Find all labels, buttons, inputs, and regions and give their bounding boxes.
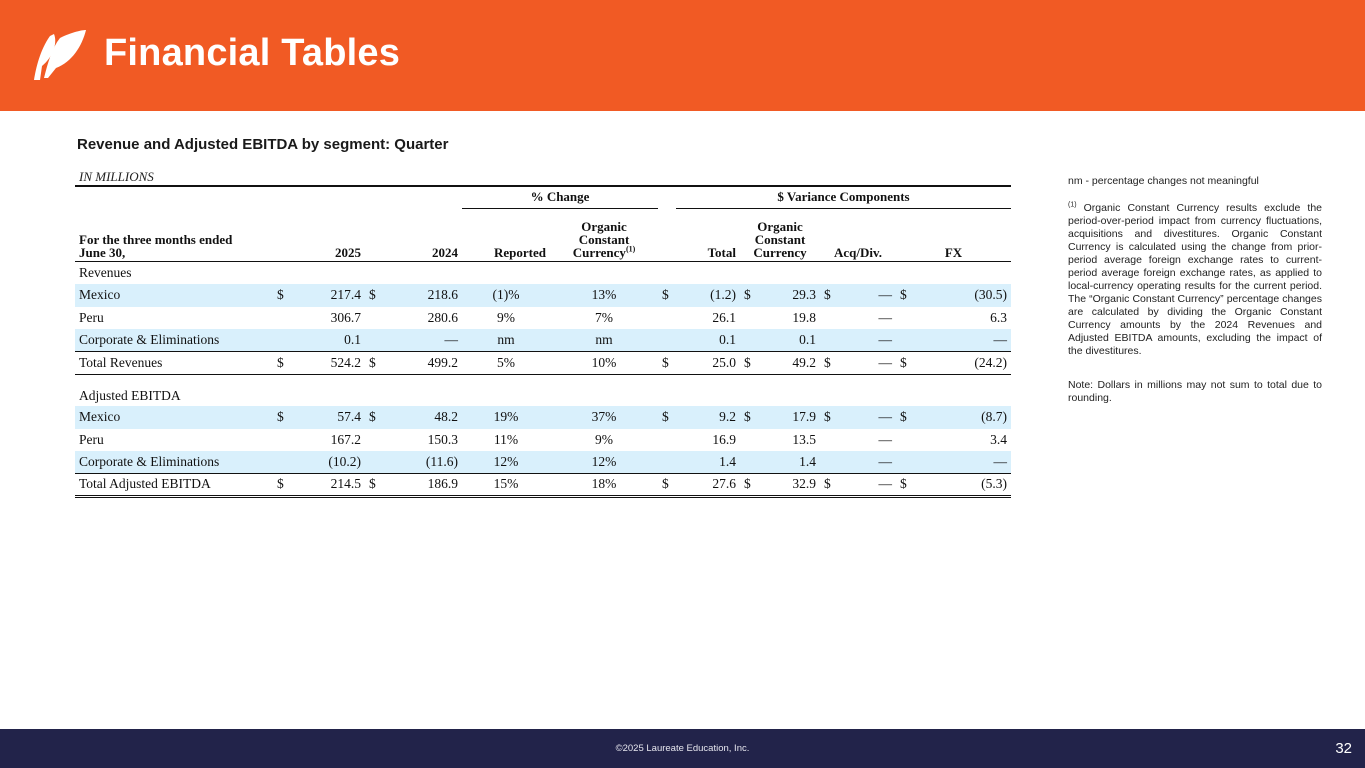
- column-header-row: [75, 208, 1011, 261]
- financial-table: [75, 185, 1011, 498]
- footnote-organic-cc: $^{(1)}$ Organic Constant Currency results exclude the period-over-period impact from currency fluctuations, acquisitions and divestitures. Organic Constant Currency is calculated using the change from prior-period average foreign exchange rates to current-period average foreign exchange rates, as applied to local-currency operating results for the current period. The “Organic Constant Currency” percentage changes are calculated by dividing the Organic Constant Currency amounts by the 2024 Revenues and Adjusted EBITDA amounts, excluding the impact of the divestitures.: [1068, 201, 1322, 357]
- group-header-row: [75, 187, 1011, 208]
- section-title: Revenue and Adjusted EBITDA by segment: Quarter: [77, 136, 449, 153]
- year-2024-header: 2024: [432, 244, 458, 260]
- laureate-leaf-icon: [32, 28, 88, 82]
- reported-header: Reported: [494, 244, 546, 260]
- rounding-note: Note: Dollars in millions may not sum to total due to rounding.: [1068, 379, 1322, 404]
- table-row-total: Total Revenues $ 524.2 $ 499.2 5% 10% $ 25.0 $ 49.2 $ — $ (24.2): [75, 352, 1011, 375]
- table-row: Corporate & Eliminations 0.1 — nm nm 0.1 0.1 — —: [75, 329, 1011, 352]
- footer-bar: [0, 729, 1365, 768]
- table-row: Mexico $ 57.4 $ 48.2 19% 37% $ 9.2 $ 17.9 $ — $ (8.7): [75, 406, 1011, 429]
- pct-change-header: % Change: [462, 187, 658, 208]
- table-row-total: Total Adjusted EBITDA $ 214.5 $ 186.9 15% 18% $ 27.6 $ 32.9 $ — $ (5.3): [75, 474, 1011, 497]
- table-row: Corporate & Eliminations (10.2) (11.6) 12% 12% 1.4 1.4 — —: [75, 451, 1011, 474]
- ebitda-section-row: [75, 374, 1011, 406]
- fx-header: FX: [944, 244, 963, 260]
- table-row: Peru 306.7 280.6 9% 7% 26.1 19.8 — 6.3: [79, 309, 1007, 325]
- notes-panel: [1068, 175, 1322, 405]
- variance-components-header: $ Variance Components: [676, 187, 1011, 208]
- organic-cc-variance-header: Organic Constant Currency: [753, 218, 807, 260]
- nm-note: nm - percentage changes not meaningful: [1068, 175, 1259, 187]
- acq-div-header: Acq/Div.: [833, 244, 883, 260]
- variance-total-header: Total: [707, 244, 736, 260]
- revenues-section-row: [75, 261, 1011, 284]
- section-label: Adjusted EBITDA: [79, 388, 181, 403]
- table-row: Mexico $ 217.4 $ 218.6 (1)% 13% $ (1.2) $ 29.3 $ — $ (30.5): [75, 284, 1011, 307]
- page-title: Financial Tables: [104, 32, 401, 74]
- units-label: IN MILLIONS: [79, 169, 154, 184]
- header-bar: [0, 0, 1365, 111]
- section-label: Revenues: [79, 264, 132, 280]
- table-row: Peru 167.2 150.3 11% 9% 16.9 13.5 — 3.4: [79, 431, 1007, 447]
- copyright-text: ©2025 Laureate Education, Inc.: [615, 743, 750, 754]
- page-number: 32: [1335, 740, 1352, 757]
- period-header: For the three months ended June 30,: [79, 231, 233, 260]
- year-2025-header: 2025: [335, 244, 361, 260]
- organic-cc-pct-header: Organic Constant Currency$^{(1)}$: [572, 218, 636, 260]
